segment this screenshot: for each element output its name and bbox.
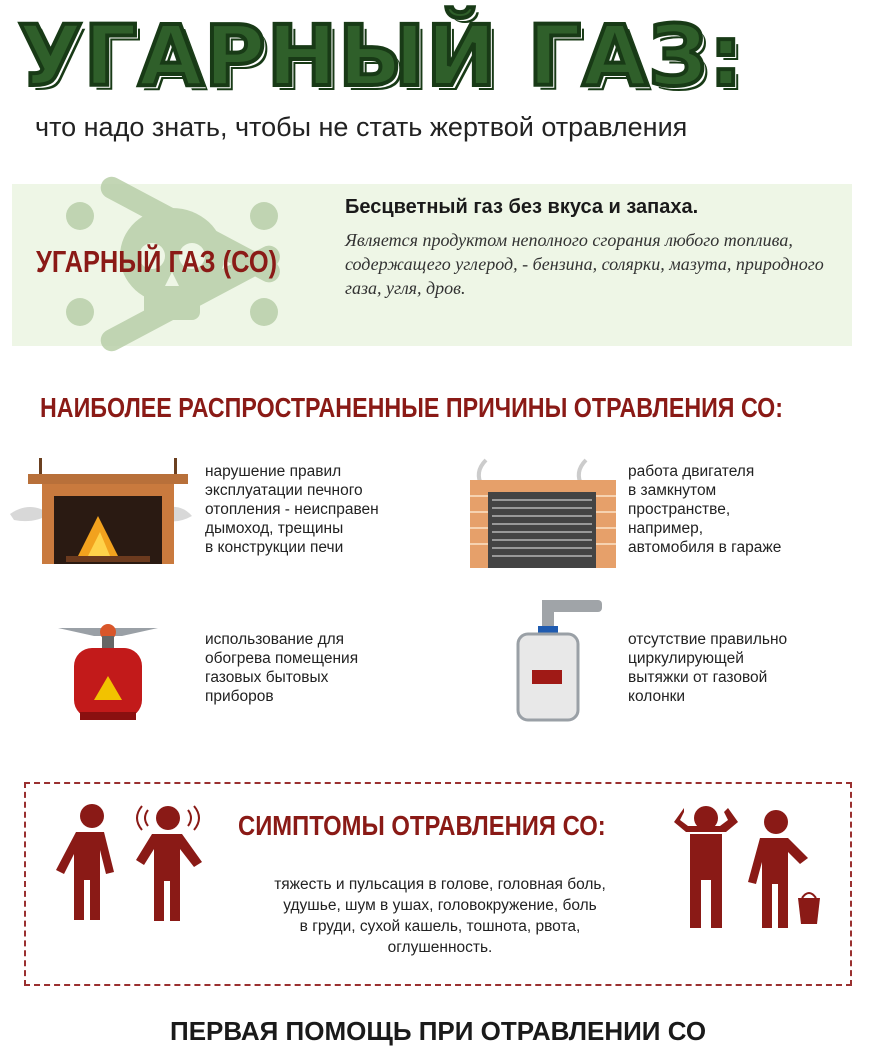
gas-heater-icon bbox=[52, 612, 164, 724]
cause-text-3: использование для обогрева помещения газовых бытовых приборов bbox=[205, 631, 359, 705]
page-title: УГАРНЫЙ ГАЗ: bbox=[18, 7, 744, 105]
symptoms-text: тяжесть и пульсация в голове, головная боль, удушье, шум в ушах, головокружение, боль в груди, сухой кашель, тошнота, рвота, оглушенность. bbox=[274, 876, 606, 956]
garage-icon bbox=[462, 456, 622, 572]
cause-text-1: нарушение правил эксплуатации печного отопления - неисправен дымоход, трещины в конструкции печи bbox=[205, 463, 379, 556]
gas-boiler-icon bbox=[510, 596, 610, 724]
co-info-panel bbox=[12, 184, 852, 346]
fireplace-icon bbox=[6, 452, 196, 572]
causes-title: НАИБОЛЕЕ РАСПРОСТРАНЕННЫЕ ПРИЧИНЫ ОТРАВЛЕНИЯ СО: bbox=[40, 392, 783, 423]
co-label: УГАРНЫЙ ГАЗ (СО) bbox=[36, 244, 278, 279]
symptoms-title: СИМПТОМЫ ОТРАВЛЕНИЯ СО: bbox=[238, 810, 606, 841]
co-description: Является продуктом неполного сгорания любого топлива, содержащего углерод, - бензина, солярки, мазута, природного газа, угля, дров. bbox=[345, 230, 824, 298]
co-heading: Бесцветный газ без вкуса и запаха. bbox=[345, 196, 699, 218]
cause-text-4: отсутствие правильно циркулирующей вытяжки от газовой колонки bbox=[628, 631, 788, 705]
page-subtitle: что надо знать, чтобы не стать жертвой отравления bbox=[35, 112, 688, 142]
headache-people-icon bbox=[664, 798, 834, 930]
cause-text-2: работа двигателя в замкнутом пространстве, например, автомобиля в гараже bbox=[628, 463, 782, 556]
coughing-people-icon bbox=[40, 800, 210, 930]
first-aid-title: ПЕРВАЯ ПОМОЩЬ ПРИ ОТРАВЛЕНИИ СО bbox=[170, 1016, 707, 1046]
